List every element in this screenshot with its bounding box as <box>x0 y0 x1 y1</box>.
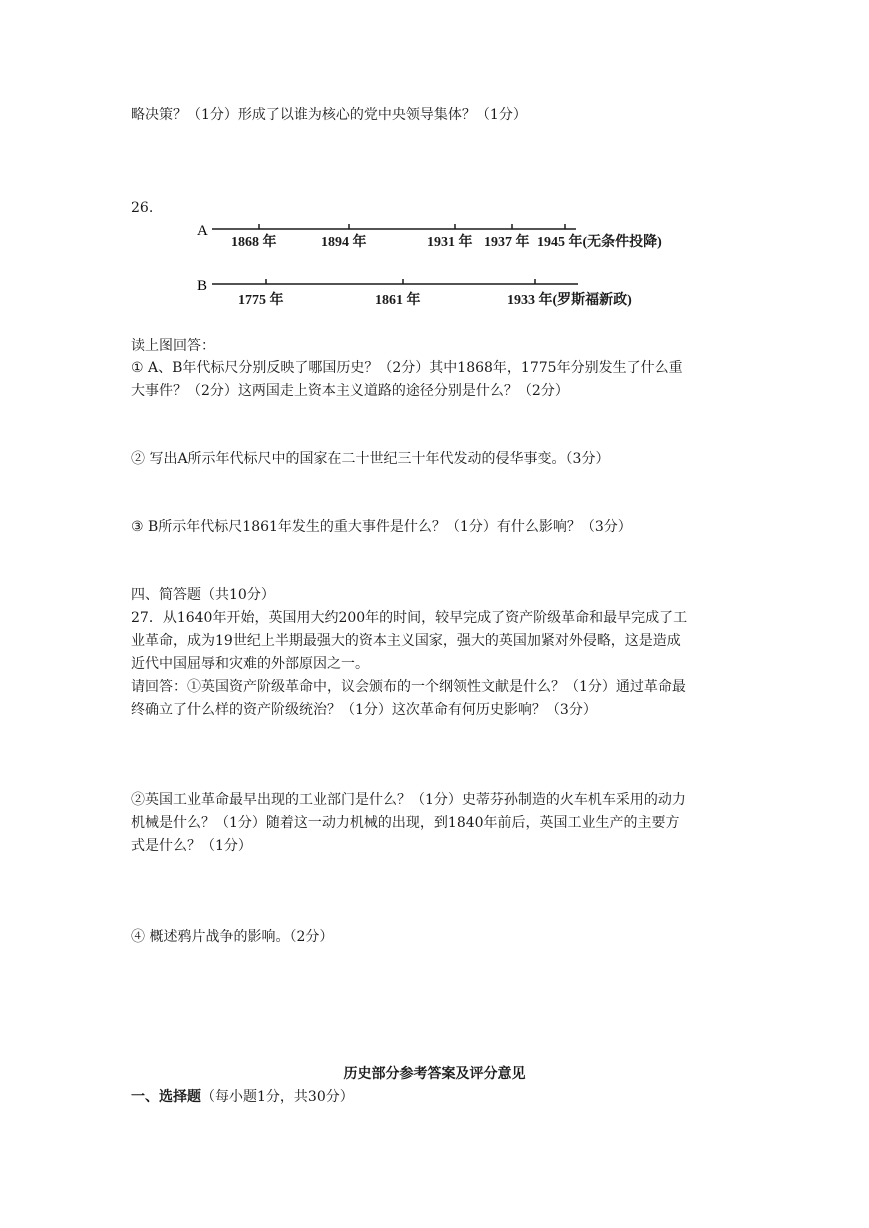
q26-part3: ③ B所示年代标尺1861年发生的重大事件是什么？（1分）有什么影响？（3分） <box>131 519 632 535</box>
a-label-1937: 1937 年 <box>484 235 530 250</box>
question-25-tail: 略决策？（1分）形成了以谁为核心的党中央领导集体？（1分） <box>131 107 527 123</box>
q27-line7: 机械是什么？（1分）随着这一动力机械的出现，到1840年前后，英国工业生产的主要方 <box>131 815 680 831</box>
q27-line4: 请回答：①英国资产阶级革命中，议会颁布的一个纲领性文献是什么？（1分）通过革命最 <box>131 679 686 695</box>
q26-part1-line2: 大事件？（2分）这两国走上资本主义道路的途径分别是什么？（2分） <box>131 383 569 399</box>
section-4-heading: 四、简答题（共10分） <box>131 587 275 603</box>
q27-line5: 终确立了什么样的资产阶级统治？（1分）这次革命有何历史影响？（3分） <box>131 702 597 718</box>
q26-part2: ② 写出A所示年代标尺中的国家在二十世纪三十年代发动的侵华事变。（3分） <box>131 451 610 467</box>
q27-line3: 近代中国屈辱和灾难的外部原因之一。 <box>131 656 369 672</box>
b-label-1775: 1775 年 <box>238 293 284 308</box>
answer-title: 历史部分参考答案及评分意见 <box>343 1066 526 1082</box>
b-label-1861: 1861 年 <box>375 293 421 308</box>
a-label-1868: 1868 年 <box>231 235 277 250</box>
question-26-number: 26. <box>131 200 154 216</box>
q26-part1-line1: ① A、B年代标尺分别反映了哪国历史？（2分）其中1868年，1775年分别发生了什么重 <box>131 360 683 376</box>
b-label-1933: 1933 年(罗斯福新政) <box>507 293 632 308</box>
timeline-a-label: A <box>197 223 208 239</box>
q27-line6: ②英国工业革命最早出现的工业部门是什么？（1分）史蒂芬孙制造的火车机车采用的动力 <box>131 792 686 808</box>
answer-section-1-note: （每小题1分，共30分） <box>201 1089 354 1105</box>
a-label-1894: 1894 年 <box>321 235 367 250</box>
read-instruction: 读上图回答： <box>131 338 215 354</box>
answer-section-1 <box>131 1087 354 1107</box>
answer-section-1-label: 一、选择题 <box>131 1089 201 1105</box>
q27-part4: ④ 概述鸦片战争的影响。（2分） <box>131 929 334 945</box>
q27-line2: 业革命，成为19世纪上半期最强大的资本主义国家，强大的英国加紧对外侵略，这是造成 <box>131 633 681 649</box>
q27-line1: 27．从1640年开始，英国用大约200年的时间，较早完成了资产阶级革命和最早完成了工 <box>131 610 688 626</box>
a-label-1945: 1945 年(无条件投降) <box>537 235 662 250</box>
a-label-1931: 1931 年 <box>427 235 473 250</box>
timeline-b-label: B <box>197 278 208 294</box>
q27-line8: 式是什么？（1分） <box>131 838 252 854</box>
